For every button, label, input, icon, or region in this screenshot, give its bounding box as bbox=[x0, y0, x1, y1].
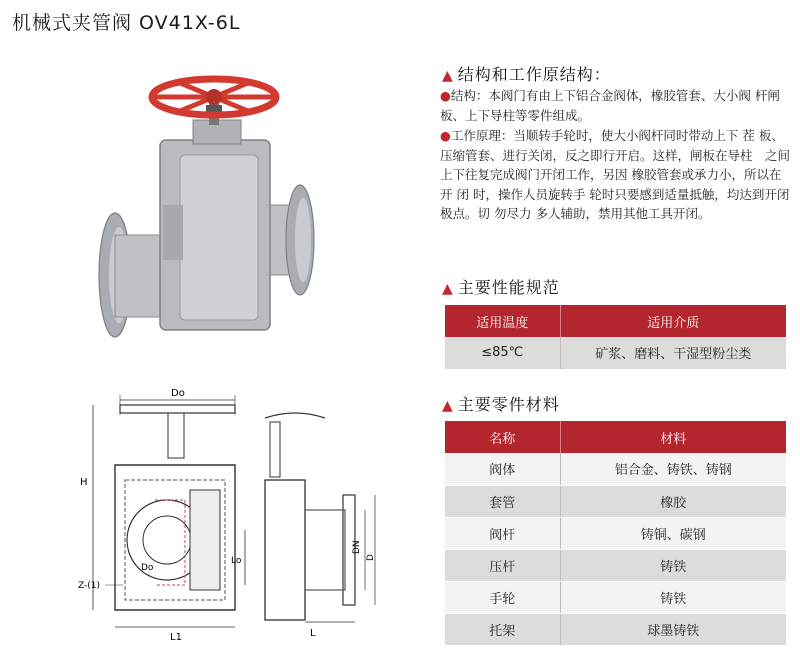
table-cell: 铸铁 bbox=[560, 549, 786, 581]
materials-heading-text: 主要零件材料 bbox=[457, 395, 560, 414]
table-row bbox=[445, 613, 786, 645]
structure-heading bbox=[442, 62, 611, 85]
bullet-icon: ● bbox=[440, 128, 451, 143]
column-header: 名称 bbox=[445, 421, 560, 453]
principle-paragraph bbox=[440, 126, 792, 224]
table-cell: 阀杆 bbox=[445, 517, 560, 549]
table-cell: 铸铁 bbox=[560, 581, 786, 613]
triangle-icon: ▲ bbox=[442, 398, 454, 414]
table-cell: ≤85℃ bbox=[445, 337, 560, 369]
do-inner-label: Do bbox=[141, 563, 154, 573]
structure-text: 结构：本阀门有由上下铝合金阀体，橡胶管套、大小阀 杆闸板、上下导柱等零件组成。 bbox=[440, 88, 780, 123]
column-header: 适用介质 bbox=[560, 305, 786, 337]
materials-heading bbox=[442, 392, 560, 415]
table-row bbox=[445, 581, 786, 613]
table-cell: 套管 bbox=[445, 485, 560, 517]
bullet-icon: ● bbox=[440, 88, 451, 103]
triangle-icon: ▲ bbox=[442, 68, 454, 84]
column-header: 适用温度 bbox=[445, 305, 560, 337]
z-label: Z-(1) bbox=[78, 581, 101, 591]
table-cell: 矿浆、磨料、干湿型粉尘类 bbox=[560, 337, 786, 369]
table-cell: 压杆 bbox=[445, 549, 560, 581]
l1-label: L1 bbox=[170, 632, 182, 643]
principle-text: 工作原理：当顺转手轮时，使大小阀杆同时带动上下 茬 板、压缩管套、进行关闭，反之即行开启。这样，闸板在导柱 之间 上下往复完成阀门开闭工作，另因 橡胶管套或承力小，所以在开 闭 时，操作人员旋转手 轮时只要感到适量抵触，均达到开闭极点。切 勿尽力 多人辅助，禁用其他工具开闭。 bbox=[440, 128, 791, 221]
l-label: L bbox=[310, 628, 316, 639]
performance-heading-text: 主要性能规范 bbox=[457, 278, 560, 297]
valve-product-photo bbox=[85, 75, 325, 350]
table-cell: 托架 bbox=[445, 613, 560, 645]
h-label: H bbox=[80, 477, 88, 488]
structure-paragraph bbox=[440, 86, 792, 125]
dn-label: DN bbox=[352, 540, 362, 554]
table-row bbox=[445, 517, 786, 549]
table-cell: 阀体 bbox=[445, 453, 560, 485]
column-header: 材料 bbox=[560, 421, 786, 453]
triangle-icon: ▲ bbox=[442, 281, 454, 297]
front-section-drawing bbox=[75, 385, 260, 645]
d-label: D bbox=[366, 554, 376, 561]
side-section-drawing bbox=[255, 400, 380, 645]
table-cell: 橡胶 bbox=[560, 485, 786, 517]
table-row bbox=[445, 337, 786, 369]
structure-heading-text: 结构和工作原结构： bbox=[457, 65, 611, 84]
performance-heading bbox=[442, 275, 560, 298]
table-row bbox=[445, 549, 786, 581]
table-row bbox=[445, 453, 786, 485]
materials-table bbox=[445, 421, 786, 646]
lo-label: Lo bbox=[231, 556, 242, 566]
page-title: 机械式夹管阀 OV41X-6L bbox=[12, 12, 241, 34]
performance-table bbox=[445, 305, 786, 370]
table-cell: 手轮 bbox=[445, 581, 560, 613]
table-cell: 球墨铸铁 bbox=[560, 613, 786, 645]
table-row bbox=[445, 485, 786, 517]
table-cell: 铝合金、铸铁、铸钢 bbox=[560, 453, 786, 485]
do-top-label: Do bbox=[171, 388, 185, 399]
table-cell: 铸铜、碳钢 bbox=[560, 517, 786, 549]
